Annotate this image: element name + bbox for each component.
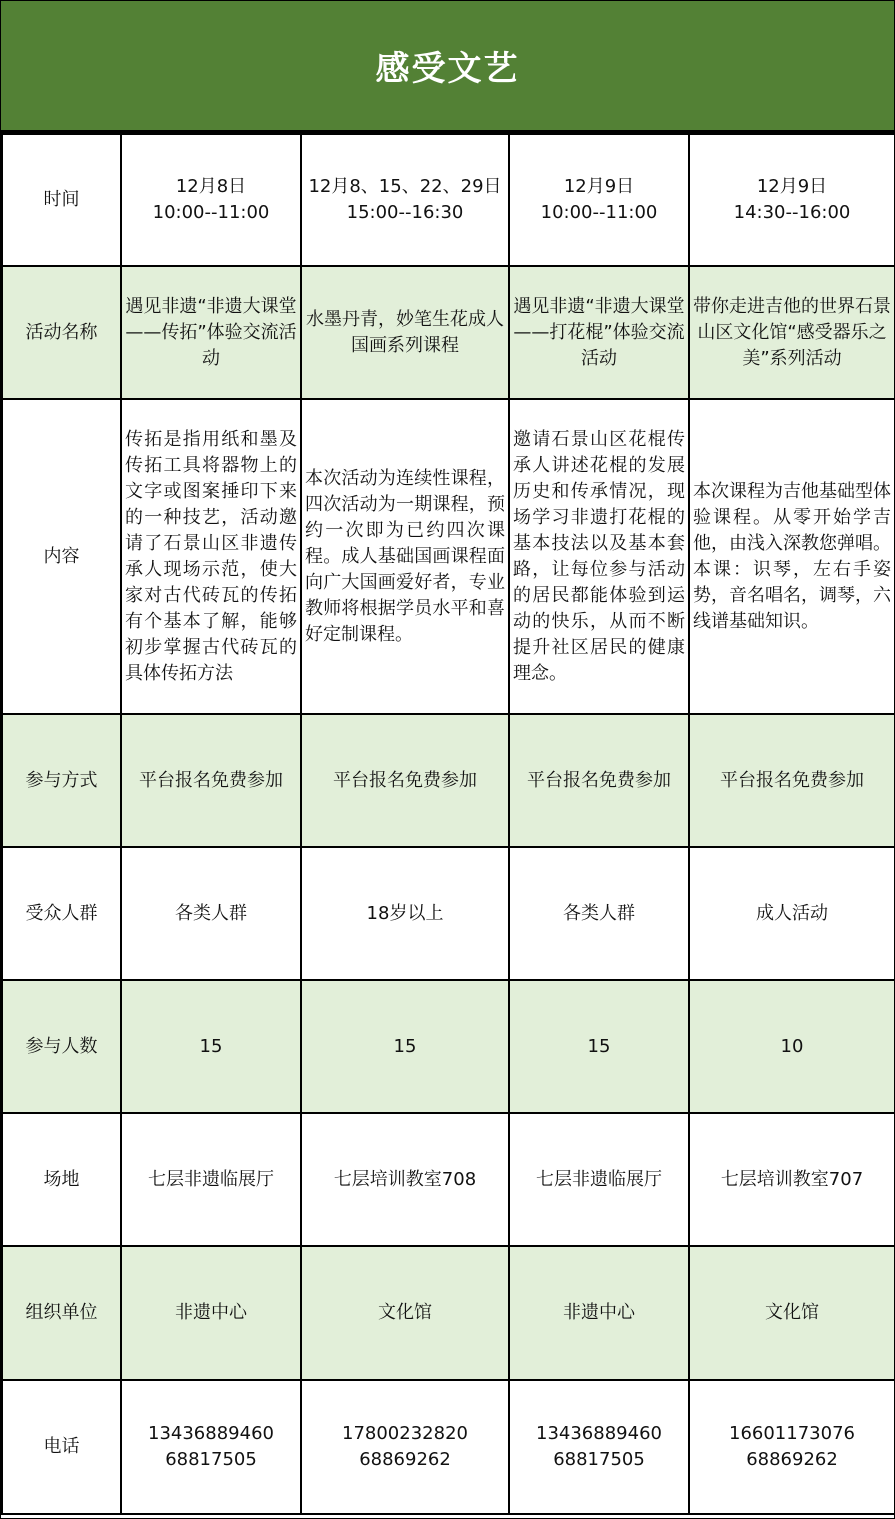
phone-cell-1 [121, 1380, 301, 1514]
content-cell-4: 本次课程为吉他基础型体验课程。从零开始学吉他，由浅入深教您弹唱。本课：识琴，左右手姿势，音名唱名，调琴，六线谱基础知识。 [689, 399, 895, 714]
page-title: 感受文艺 [1, 1, 894, 133]
count-cell-4: 10 [689, 980, 895, 1113]
audience-cell-2: 18岁以上 [301, 847, 509, 980]
time-cell-1 [121, 134, 301, 266]
date-text: 12月9日 [563, 176, 635, 197]
phone-cell-4 [689, 1380, 895, 1514]
date-text: 12月9日 [756, 176, 828, 197]
content-cell-2: 本次活动为连续性课程，四次活动为一期课程，预约一次即为已约四次课程。成人基础国画课程面向广大国画爱好者，专业教师将根据学员水平和喜好定制课程。 [301, 399, 509, 714]
row-content [2, 399, 895, 714]
row-label-content: 内容 [2, 399, 121, 714]
organizer-cell-4: 文化馆 [689, 1246, 895, 1380]
activity-name-cell-2: 水墨丹青，妙笔生花成人国画系列课程 [301, 266, 509, 399]
row-label-method: 参与方式 [2, 714, 121, 847]
row-count [2, 980, 895, 1113]
audience-cell-1: 各类人群 [121, 847, 301, 980]
organizer-cell-1: 非遗中心 [121, 1246, 301, 1380]
venue-cell-1: 七层非遗临展厅 [121, 1113, 301, 1246]
row-label-organizer: 组织单位 [2, 1246, 121, 1380]
activity-name-cell-3: 遇见非遗“非遗大课堂——打花棍”体验交流活动 [509, 266, 689, 399]
time-range-text: 15:00--16:30 [346, 202, 464, 223]
content-cell-3: 邀请石景山区花棍传承人讲述花棍的发展历史和传承情况，现场学习非遗打花棍的基本技法以及基本套路，让每位参与活动的居民都能体验到运动的快乐，从而不断提升社区居民的健康理念。 [509, 399, 689, 714]
row-venue [2, 1113, 895, 1246]
row-label-audience: 受众人群 [2, 847, 121, 980]
date-text: 12月8、15、22、29日 [308, 176, 502, 197]
phone-cell-2 [301, 1380, 509, 1514]
phone-landline: 68817505 [165, 1449, 257, 1470]
row-audience [2, 847, 895, 980]
row-phone [2, 1380, 895, 1514]
phone-mobile: 13436889460 [536, 1423, 662, 1444]
phone-mobile: 16601173076 [729, 1423, 855, 1444]
content-cell-1: 传拓是指用纸和墨及传拓工具将器物上的文字或图案捶印下来的一种技艺，活动邀请了石景山区非遗传承人现场示范，使大家对古代砖瓦的传拓有个基本了解，能够初步掌握古代砖瓦的具体传拓方法 [121, 399, 301, 714]
activity-table [1, 133, 895, 1515]
row-label-count: 参与人数 [2, 980, 121, 1113]
organizer-cell-3: 非遗中心 [509, 1246, 689, 1380]
row-label-time: 时间 [2, 134, 121, 266]
venue-cell-4: 七层培训教室707 [689, 1113, 895, 1246]
row-activity-name [2, 266, 895, 399]
method-cell-1: 平台报名免费参加 [121, 714, 301, 847]
count-cell-1: 15 [121, 980, 301, 1113]
row-organizer [2, 1246, 895, 1380]
row-method [2, 714, 895, 847]
method-cell-2: 平台报名免费参加 [301, 714, 509, 847]
method-cell-4: 平台报名免费参加 [689, 714, 895, 847]
phone-cell-3 [509, 1380, 689, 1514]
time-range-text: 14:30--16:00 [733, 202, 851, 223]
audience-cell-3: 各类人群 [509, 847, 689, 980]
time-range-text: 10:00--11:00 [540, 202, 658, 223]
time-cell-4 [689, 134, 895, 266]
activity-name-cell-4: 带你走进吉他的世界石景山区文化馆“感受器乐之美”系列活动 [689, 266, 895, 399]
phone-landline: 68817505 [553, 1449, 645, 1470]
phone-landline: 68869262 [746, 1449, 838, 1470]
time-range-text: 10:00--11:00 [152, 202, 270, 223]
phone-landline: 68869262 [359, 1449, 451, 1470]
phone-mobile: 13436889460 [148, 1423, 274, 1444]
row-label-venue: 场地 [2, 1113, 121, 1246]
audience-cell-4: 成人活动 [689, 847, 895, 980]
time-cell-3 [509, 134, 689, 266]
row-label-phone: 电话 [2, 1380, 121, 1514]
date-text: 12月8日 [175, 176, 247, 197]
venue-cell-2: 七层培训教室708 [301, 1113, 509, 1246]
count-cell-2: 15 [301, 980, 509, 1113]
venue-cell-3: 七层非遗临展厅 [509, 1113, 689, 1246]
phone-mobile: 17800232820 [342, 1423, 468, 1444]
method-cell-3: 平台报名免费参加 [509, 714, 689, 847]
row-label-activity-name: 活动名称 [2, 266, 121, 399]
time-cell-2 [301, 134, 509, 266]
row-time [2, 134, 895, 266]
organizer-cell-2: 文化馆 [301, 1246, 509, 1380]
count-cell-3: 15 [509, 980, 689, 1113]
activity-name-cell-1: 遇见非遗“非遗大课堂——传拓”体验交流活动 [121, 266, 301, 399]
